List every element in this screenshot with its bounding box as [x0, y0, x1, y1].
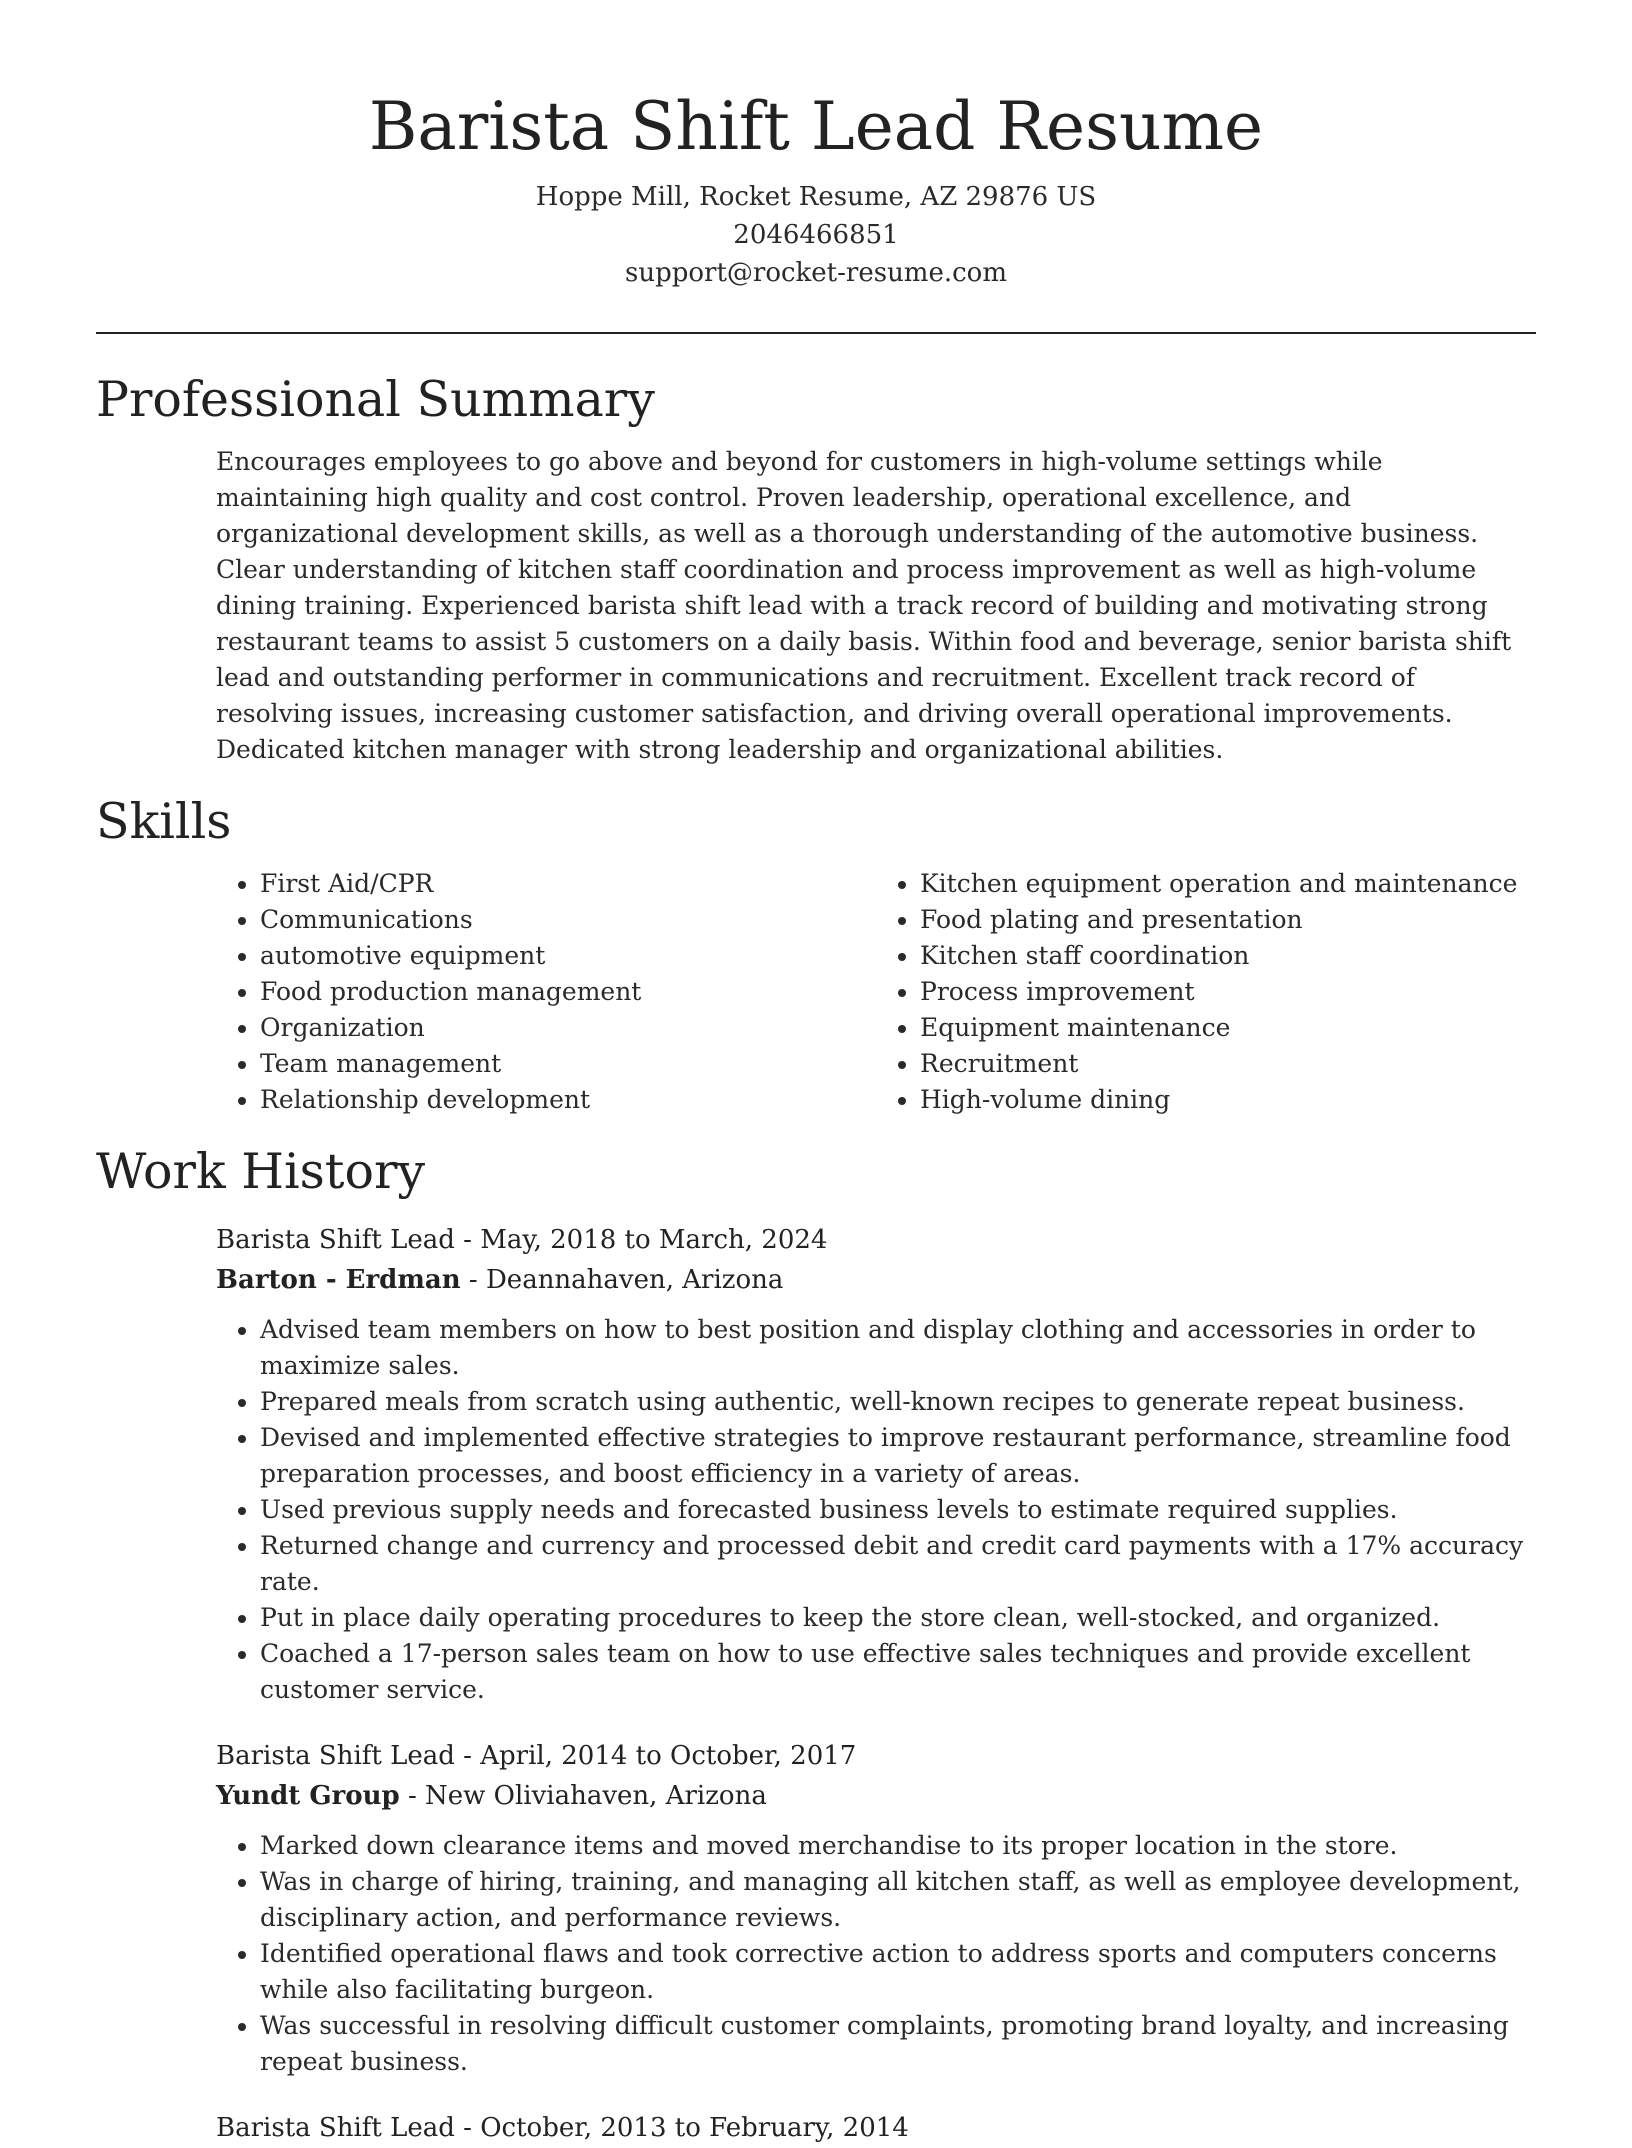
job-entry — [216, 1736, 1536, 2080]
summary-text: Encourages employees to go above and beyond for customers in high-volume settings while maintaining high quality and cost control. Proven leadership, operational excellence, and organizational development skills, as well as a thorough understanding of the automotive business. Clear understanding of kitchen staff coordination and process improvement as well as high-volume dining training. Experienced barista shift lead with a track record of building and motivating strong restaurant teams to assist 5 customers on a daily basis. Within food and beverage, senior barista shift lead and outstanding performer in communications and recruitment. Excellent track record of resolving issues, increasing customer satisfaction, and driving overall operational improvements. Dedicated kitchen manager with strong leadership and organizational abilities. — [216, 447, 1512, 764]
job-dates: - October, 2013 to February, 2014 — [454, 2113, 909, 2143]
skill-item: • High-volume dining — [920, 1082, 1536, 1118]
skills-list — [216, 866, 1536, 1118]
skills-column-right — [876, 866, 1536, 1118]
skills-column-left — [216, 866, 876, 1118]
job-position: Barista Shift Lead — [216, 2113, 455, 2143]
job-company: Yundt Group — [216, 1781, 400, 1811]
skill-item: • Relationship development — [260, 1082, 876, 1118]
skill-item: • Team management — [260, 1046, 876, 1082]
job-duty: • Coached a 17-person sales team on how to use effective sales techniques and provide excellent customer service. — [260, 1636, 1536, 1708]
job-location: - New Oliviahaven, Arizona — [399, 1781, 767, 1811]
job-company-line — [216, 1776, 1536, 1816]
job-title-line — [216, 1220, 1536, 1260]
job-duties — [216, 1828, 1536, 2080]
summary-heading: Professional Summary — [96, 371, 655, 428]
job-duty: • Advised team members on how to best position and display clothing and accessories in order to maximize sales. — [260, 1312, 1536, 1384]
skill-item: • Kitchen equipment operation and maintenance — [920, 866, 1536, 902]
job-company-line — [216, 1260, 1536, 1300]
resume-title: Barista Shift Lead Resume — [368, 88, 1264, 165]
skills-heading: Skills — [96, 793, 232, 850]
skill-item: • Food plating and presentation — [920, 902, 1536, 938]
skill-item: • Equipment maintenance — [920, 1010, 1536, 1046]
contact-email: support@rocket-resume.com — [624, 258, 1007, 288]
skill-item: • Communications — [260, 902, 876, 938]
contact-phone: 2046466851 — [733, 220, 899, 250]
job-duty: • Was successful in resolving difficult customer complaints, promoting brand loyalty, and increasing repeat business. — [260, 2008, 1536, 2080]
skill-item: • Food production management — [260, 974, 876, 1010]
resume-header — [96, 0, 1536, 292]
job-dates: - April, 2014 to October, 2017 — [454, 1741, 857, 1771]
job-location: - Deannahaven, Arizona — [460, 1265, 784, 1295]
job-entry — [216, 1220, 1536, 1708]
job-entry — [216, 2108, 1536, 2148]
job-duty: • Returned change and currency and processed debit and credit card payments with a 17% accuracy rate. — [260, 1528, 1536, 1600]
job-company: Barton - Erdman — [216, 1265, 461, 1295]
header-divider — [96, 332, 1536, 334]
resume-page — [96, 0, 1536, 2148]
skill-item: • Kitchen staff coordination — [920, 938, 1536, 974]
job-title-line — [216, 2108, 1536, 2148]
job-duty: • Was in charge of hiring, training, and managing all kitchen staff, as well as employee development, disciplinary action, and performance reviews. — [260, 1864, 1536, 1936]
work-history-heading: Work History — [96, 1143, 426, 1200]
contact-address: Hoppe Mill, Rocket Resume, AZ 29876 US — [535, 182, 1097, 212]
skill-item: • automotive equipment — [260, 938, 876, 974]
job-dates: - May, 2018 to March, 2024 — [454, 1225, 828, 1255]
contact-info — [96, 178, 1536, 292]
skill-item: • Recruitment — [920, 1046, 1536, 1082]
job-duty: • Used previous supply needs and forecasted business levels to estimate required supplies. — [260, 1492, 1536, 1528]
job-duty: • Prepared meals from scratch using authentic, well-known recipes to generate repeat business. — [260, 1384, 1536, 1420]
skill-item: • Organization — [260, 1010, 876, 1046]
job-duties — [216, 1312, 1536, 1708]
job-position: Barista Shift Lead — [216, 1741, 455, 1771]
skill-item: • Process improvement — [920, 974, 1536, 1010]
job-duty: • Put in place daily operating procedures to keep the store clean, well-stocked, and organized. — [260, 1600, 1536, 1636]
job-duty: • Devised and implemented effective strategies to improve restaurant performance, streamline food preparation processes, and boost efficiency in a variety of areas. — [260, 1420, 1536, 1492]
job-title-line — [216, 1736, 1536, 1776]
skill-item: • First Aid/CPR — [260, 866, 876, 902]
job-duty: • Marked down clearance items and moved merchandise to its proper location in the store. — [260, 1828, 1536, 1864]
job-position: Barista Shift Lead — [216, 1225, 455, 1255]
job-duty: • Identified operational flaws and took corrective action to address sports and computers concerns while also facilitating burgeon. — [260, 1936, 1536, 2008]
